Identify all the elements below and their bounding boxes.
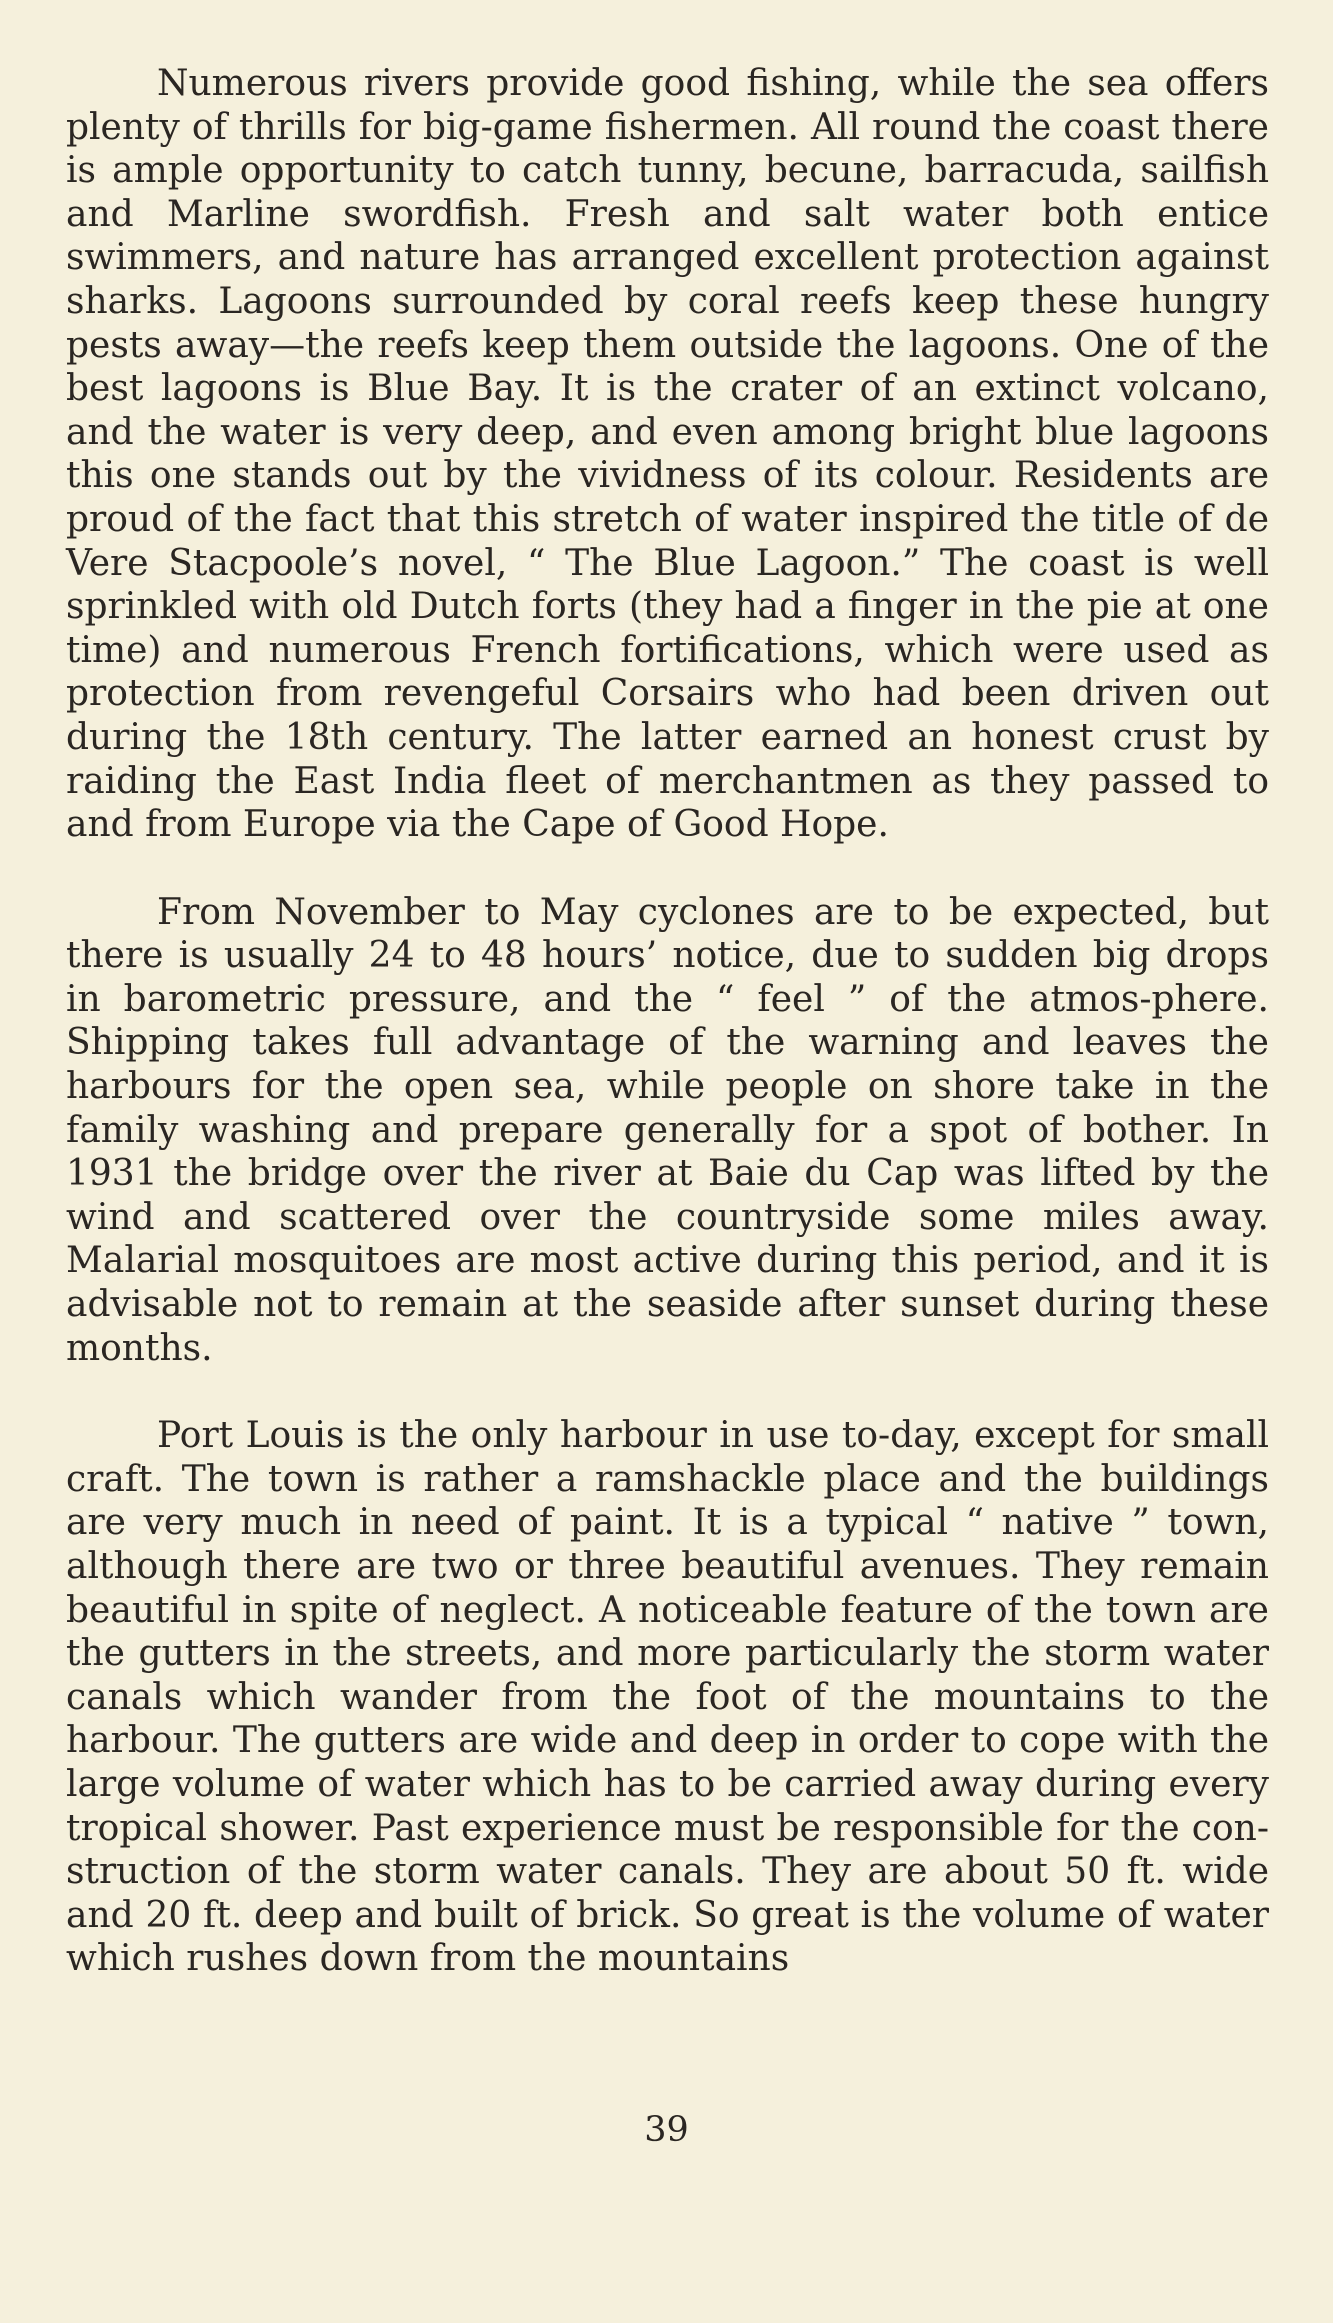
page-number: 39 xyxy=(644,2110,689,2150)
paragraph-cyclones: From November to May cyclones are to be expected, but there is usually 24 to 48 hours’ notice, due to sudden big drops in barometric pressure, and the “ feel ” of the atmos-phere. Shipping takes full advantage of the warning and leaves the harbours for the open sea, while people on shore take in the family washing and prepare generally for a spot of bother. In 1931 the bridge over the river at Baie du Cap was lifted by the wind and scattered over the countryside some miles away. Malarial mosquitoes are most active during this period, and it is advisable not to remain at the seaside after sunset during these months. xyxy=(66,891,1269,1369)
paragraph-fishing-and-lagoons: Numerous rivers provide good fishing, while the sea offers plenty of thrills for big-game fishermen. All round the coast there is ample opportunity to catch tunny, becune, barracuda, sailfish and Marline swordfish. Fresh and salt water both entice swimmers, and nature has arranged excellent protection against sharks. Lagoons surrounded by coral reefs keep these hungry pests away—the reefs keep them outside the lagoons. One of the best lagoons is Blue Bay. It is the crater of an extinct volcano, and the water is very deep, and even among bright blue lagoons this one stands out by the vividness of its colour. Residents are proud of the fact that this stretch of water inspired the title of de Vere Stacpoole’s novel, “ The Blue Lagoon.” The coast is well sprinkled with old Dutch forts (they had a finger in the pie at one time) and numerous French fortifications, which were used as protection from revengeful Corsairs who had been driven out during the 18th century. The latter earned an honest crust by raiding the East India fleet of merchantmen as they passed to and from Europe via the Cape of Good Hope. xyxy=(66,63,1269,846)
paragraph-port-louis: Port Louis is the only harbour in use to-day, except for small craft. The town is rather a ramshackle place and the buildings are very much in need of paint. It is a typical “ native ” town, although there are two or three beautiful avenues. They remain beautiful in spite of neglect. A noticeable feature of the town are the gutters in the streets, and more particularly the storm water canals which wander from the foot of the mountains to the harbour. The gutters are wide and deep in order to cope with the large volume of water which has to be carried away during every tropical shower. Past experience must be responsible for the con-struction of the storm water canals. They are about 50 ft. wide and 20 ft. deep and built of brick. So great is the volume of water which rushes down from the mountains xyxy=(66,1415,1269,1980)
page-body xyxy=(66,62,1269,1981)
